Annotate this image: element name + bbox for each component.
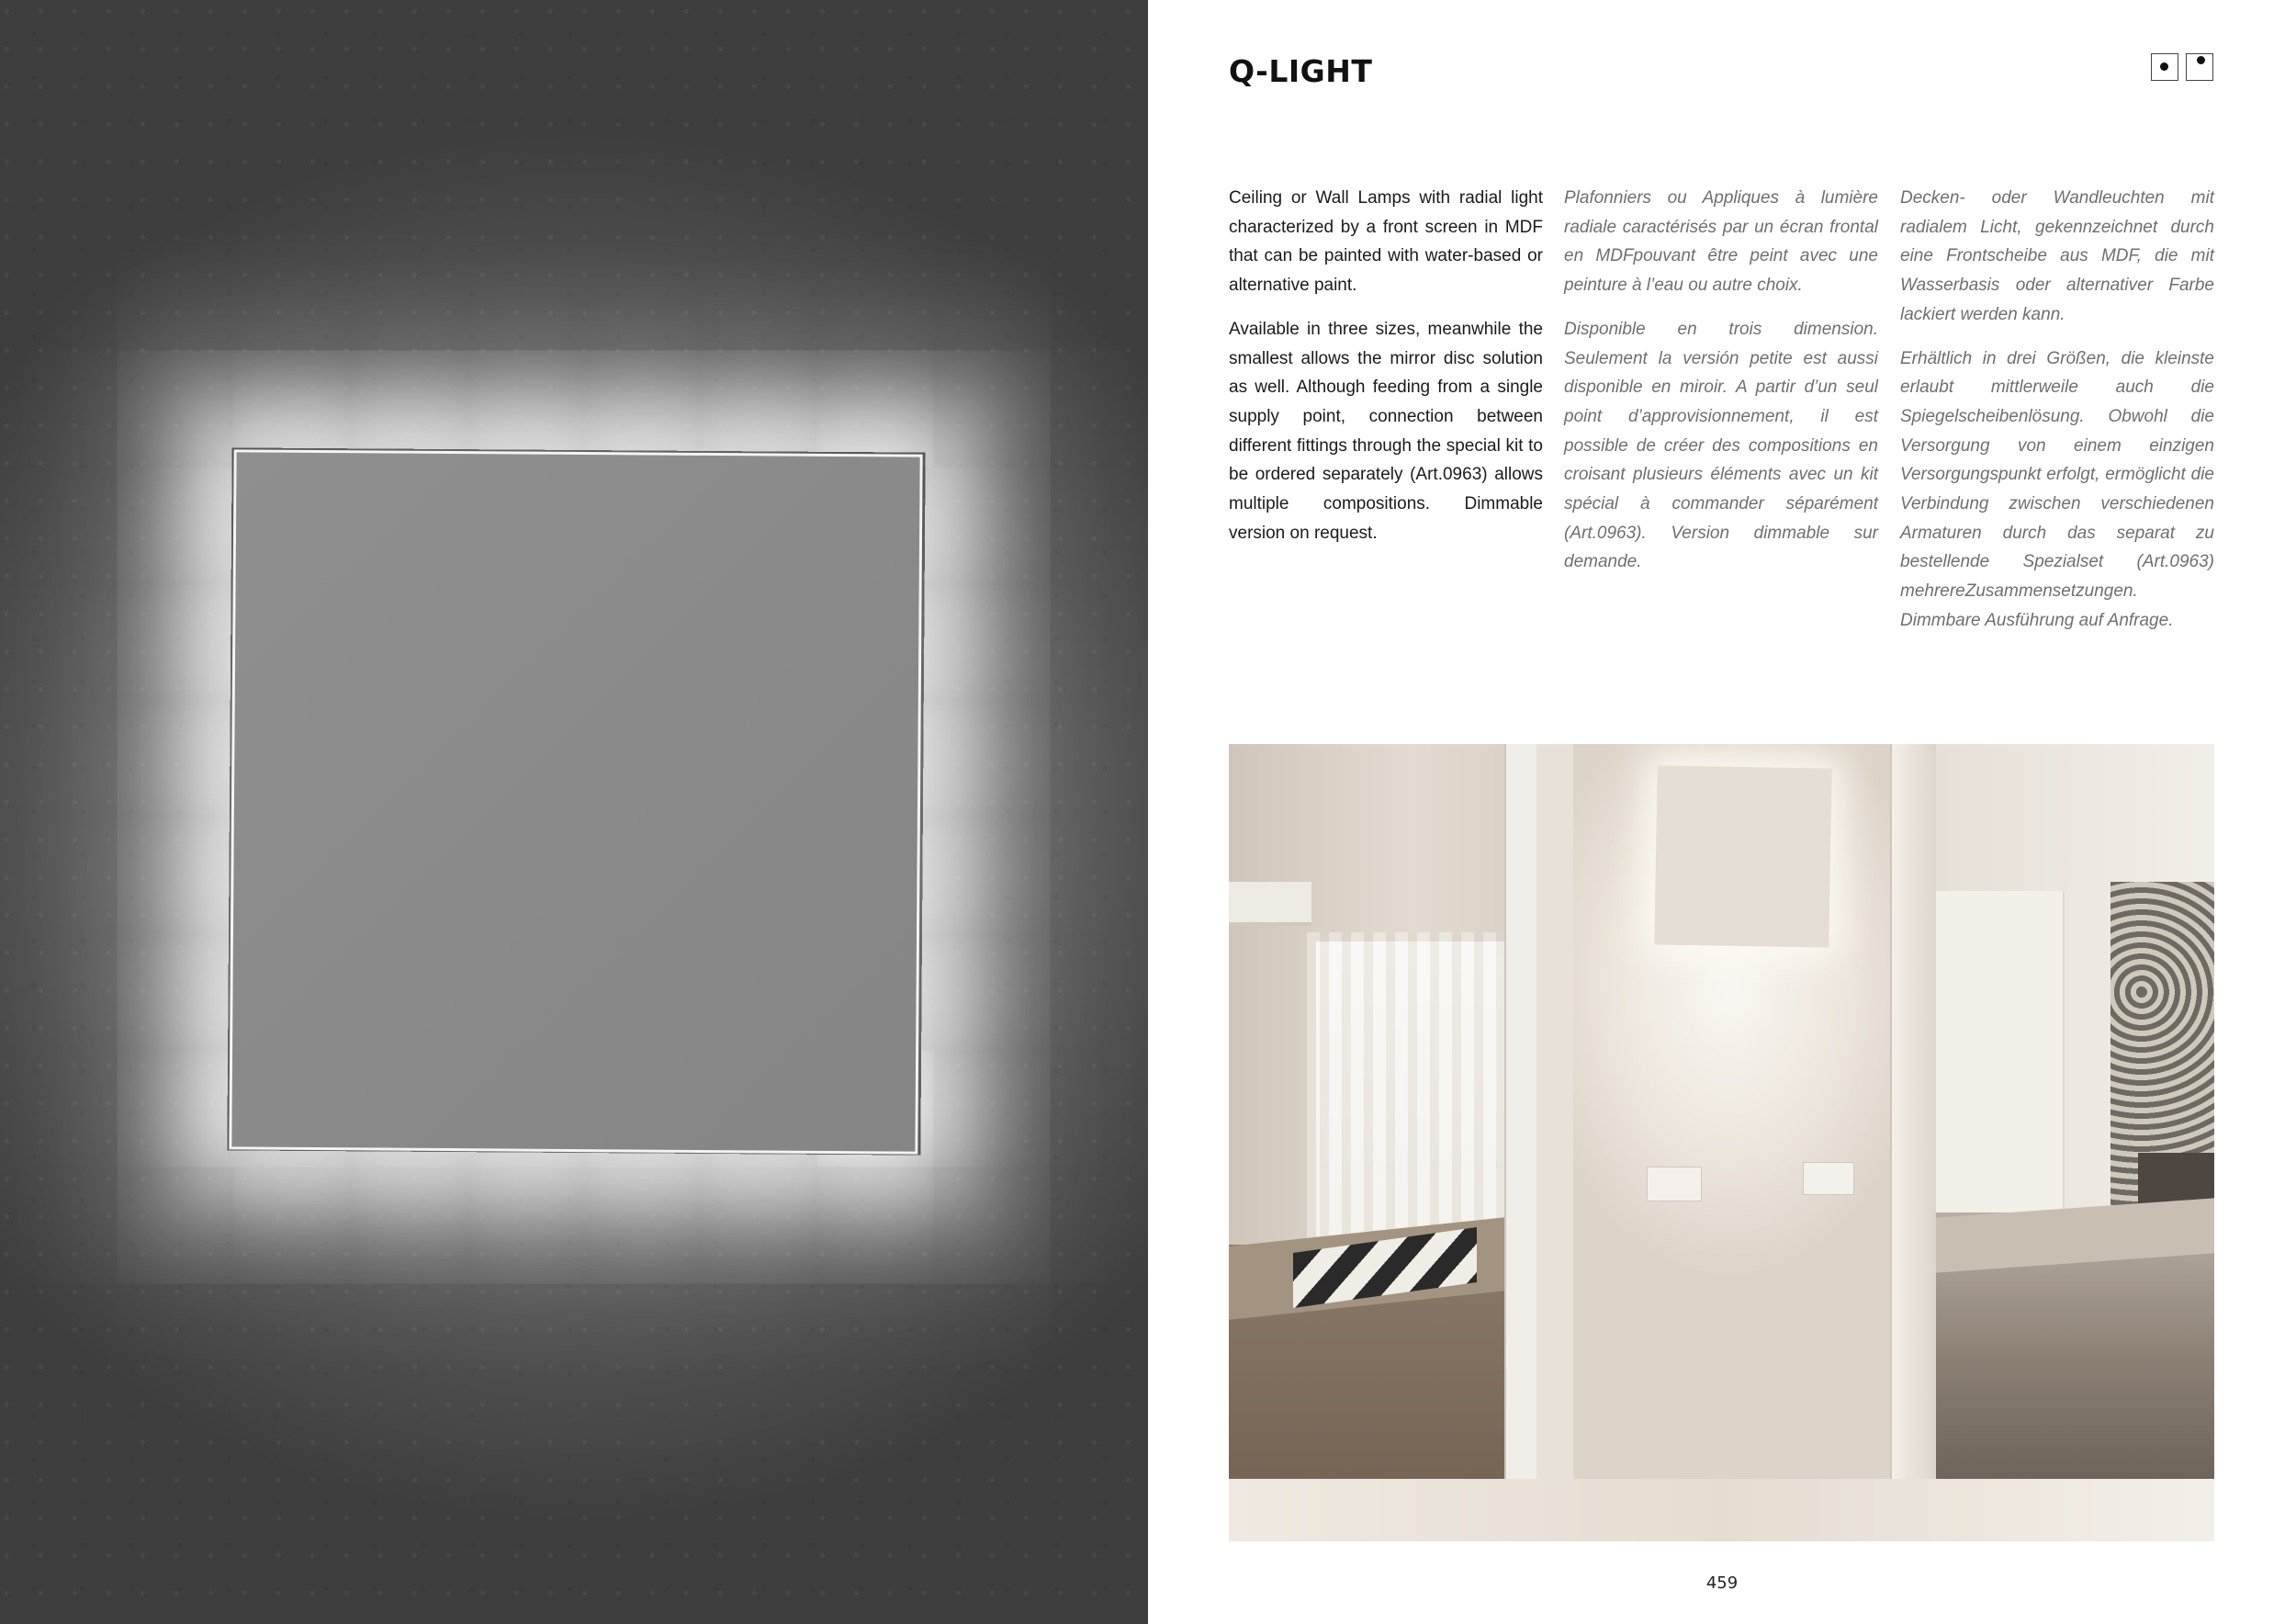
door-left xyxy=(1536,744,1573,1541)
door-frame-right xyxy=(1890,744,1936,1541)
description-english xyxy=(1229,184,1543,562)
lamp-square-panel xyxy=(229,449,922,1154)
description-en-paragraph-2: Available in three sizes, meanwhile the smallest allows the mirror disc solution as well. Although feeding from a single supply point, connection between different fittings through the special kit to be ordered separately (Art.0963) allows multiple compositions. Dimmable version on request. xyxy=(1229,319,1543,543)
marble-floor xyxy=(1229,1479,2214,1541)
light-switch-2 xyxy=(1803,1162,1854,1195)
description-en-paragraph-1: Ceiling or Wall Lamps with radial light characterized by a front screen in MDF that can be painted with water-based or alternative paint. xyxy=(1229,188,1543,296)
description-de-paragraph-2: Erhältlich in drei Größen, die kleinste erlaubt mittlerweile auch die Spiegelscheibenlösung. Obwohl die Versorgung von einem einzigen Versorgungspunkt erfolgt, ermöglicht die Verbindung zwischen verschiedenen Armaturen durch das separat zu bestellende Spezialset (Art.0963) mehrereZusammensetzungen. Dimmbare Ausführung auf Anfrage. xyxy=(1900,348,2214,630)
page-title: Q-LIGHT xyxy=(1229,53,1373,89)
ceiling-mount-dot xyxy=(2160,62,2168,71)
page-number: 459 xyxy=(1705,1573,1739,1593)
description-french xyxy=(1564,184,1878,592)
description-german xyxy=(1900,184,2214,650)
light-switch-1 xyxy=(1647,1167,1702,1201)
wall-mount-icon xyxy=(2186,53,2213,81)
air-conditioner xyxy=(1229,882,1311,926)
wall-mount-dot xyxy=(2197,56,2205,64)
description-fr-paragraph-2: Disponible en trois dimension. Seulement la versión petite est aussi disponible en miroir. A partir d’un seul point d’approvisionnement, il est possible de créer des compositions en croisant plusieurs éléments avec un kit spécial à commander séparément (Art.0963). Version dimmable sur demande. xyxy=(1564,319,1878,572)
ceiling-mount-icon xyxy=(2151,53,2178,81)
door-frame-left xyxy=(1504,744,1536,1541)
interior-photo-bedroom xyxy=(1229,744,2214,1541)
wall-lamp-installed xyxy=(1654,765,1831,947)
description-fr-paragraph-1: Plafonniers ou Appliques à lumière radiale caractérisés par un écran frontal en MDFpouvant être peint avec une peinture à l’eau ou autre choix. xyxy=(1564,188,1878,296)
description-de-paragraph-1: Decken- oder Wandleuchten mit radialem Licht, gekennzeichnet durch eine Frontscheibe aus MDF, die mit Wasserbasis oder alternativer Farbe lackiert werden kann. xyxy=(1900,188,2214,324)
